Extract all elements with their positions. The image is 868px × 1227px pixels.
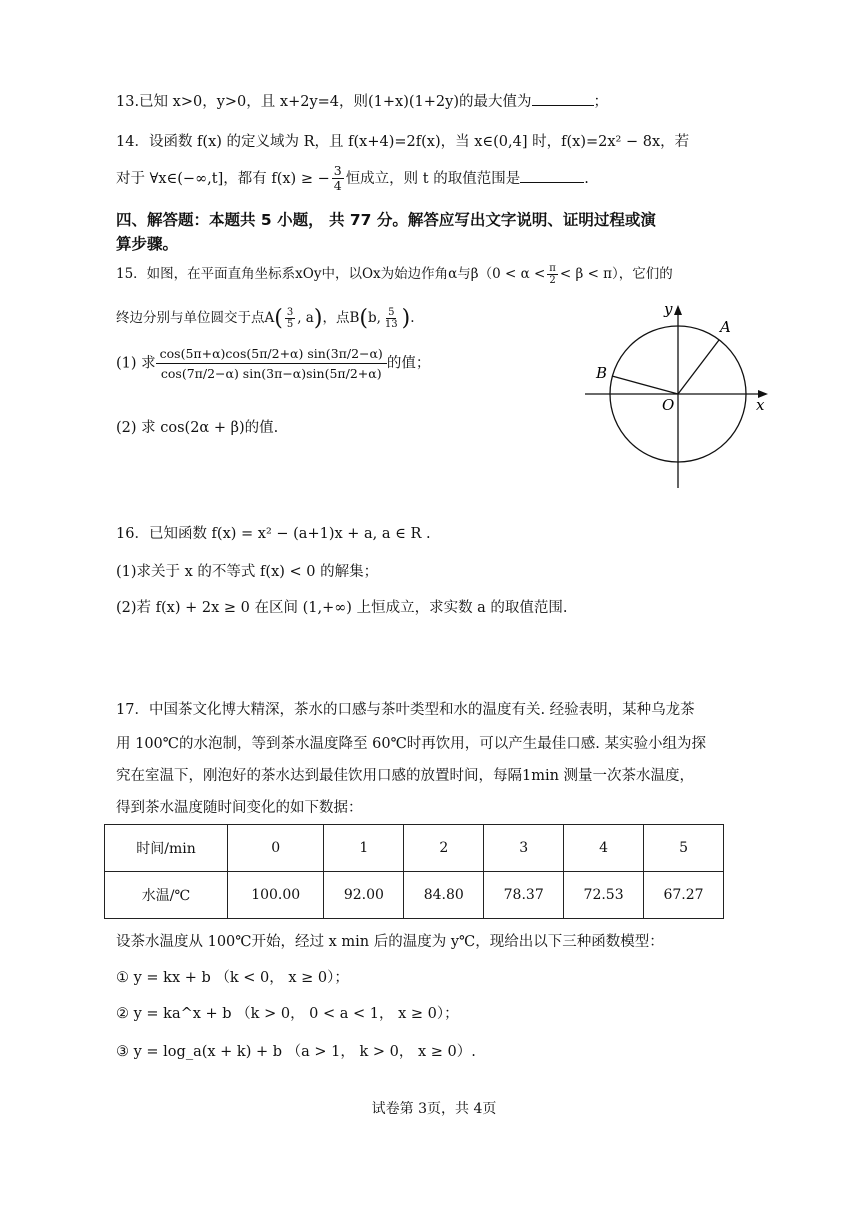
q15-line1-a: 15．如图，在平面直角坐标系xOy中，以Ox为始边作角α与β（0 < α < — [116, 266, 546, 282]
question-17-line2: 用 100℃的水泡制，等到茶水温度降至 60℃时再饮用，可以产生最佳口感. 某实验小组为探 — [116, 736, 707, 752]
q15-line2-tail: . — [410, 310, 415, 326]
q14-frac-num: 3 — [333, 163, 342, 178]
q14-line2-a: 对于 ∀x∈(−∞,t]，都有 f(x) ≥ − — [116, 170, 330, 187]
y-axis-arrow-icon — [674, 305, 682, 315]
q15-point-b-frac — [383, 307, 400, 331]
question-17-line3: 究在室温下，刚泡好的茶水达到最佳饮用口感的放置时间，每隔1min 测量一次茶水温度， — [116, 768, 695, 784]
q15-line1-b: < β < π），它们的 — [559, 266, 673, 282]
q15-b-num: 5 — [388, 306, 395, 318]
label-x: x — [756, 396, 765, 414]
q14-frac-den: 4 — [333, 178, 342, 194]
model-3: ③ y = log_a(x + k) + b （a > 1， k > 0， x ≥ 0）. — [116, 1044, 476, 1060]
table-cell: 5 — [644, 825, 724, 872]
question-14-line1: 14．设函数 f(x) 的定义域为 R，且 f(x+4)=2f(x)，当 x∈(0,4] 时，f(x)=2x² − 8x，若 — [116, 134, 690, 150]
unit-circle-figure — [580, 298, 780, 488]
label-y: y — [664, 300, 673, 318]
table-cell: 72.53 — [564, 872, 644, 919]
question-15-part1 — [116, 346, 430, 381]
question-15-line2: 终边分别与单位圆交于点A( $\frac{3}{5}$ , a)，点B(b, $\frac{5}{13}$ ). — [116, 306, 415, 331]
q15-part1-numerator: cos(5π+α)cos(5π/2+α) sin(3π/2−α) — [156, 346, 387, 364]
table-cell: 100.00 — [228, 872, 324, 919]
ray-ob — [612, 376, 678, 394]
model-1: ① y = kx + b （k < 0， x ≥ 0）； — [116, 970, 349, 986]
q14-line2-tail: . — [584, 170, 589, 187]
question-16-line1: 16．已知函数 f(x) = x² − (a+1)x + a, a ∈ R . — [116, 526, 431, 542]
q15-b-first: b, — [367, 310, 381, 326]
q15-a-num: 3 — [286, 306, 294, 318]
table-cell: 水温/℃ — [105, 872, 228, 919]
q13-answer-blank — [532, 93, 594, 106]
q14-fraction — [332, 164, 344, 194]
table-cell: 67.27 — [644, 872, 724, 919]
question-14-line2 — [116, 164, 589, 194]
question-15-part2: (2) 求 cos(2α + β)的值. — [116, 420, 279, 436]
table-cell: 78.37 — [484, 872, 564, 919]
q15-line2-b: ，点B — [322, 310, 360, 326]
q15-pi-half — [547, 263, 558, 287]
model-2: ② y = ka^x + b （k > 0， 0 < a < 1， x ≥ 0）； — [116, 1006, 459, 1022]
q14-answer-blank — [520, 170, 584, 183]
q15-a-den: 5 — [286, 319, 294, 330]
label-b: B — [596, 364, 608, 382]
table-header-row — [105, 825, 724, 872]
q13-text: 13.已知 x>0，y>0，且 x+2y=4，则(1+x)(1+2y)的最大值为 — [116, 94, 532, 110]
q15-part1-label: (1) 求 — [116, 355, 156, 372]
q14-line2-b: 恒成立，则 t 的取值范围是 — [345, 170, 521, 187]
question-17-line1: 17．中国茶文化博大精深，茶水的口感与茶叶类型和水的温度有关. 经验表明，某种乌龙茶 — [116, 702, 695, 718]
q15-part1-fraction — [156, 346, 387, 381]
question-17-after-table: 设茶水温度从 100℃开始，经过 x min 后的温度为 y℃，现给出以下三种函数模型： — [116, 934, 664, 950]
table-cell: 92.00 — [324, 872, 404, 919]
question-17-line4: 得到茶水温度随时间变化的如下数据： — [116, 800, 363, 816]
question-13 — [116, 90, 608, 111]
question-16-part1: (1)求关于 x 的不等式 f(x) < 0 的解集； — [116, 564, 379, 580]
q15-pi-num: π — [549, 262, 556, 274]
table-row — [105, 872, 724, 919]
q15-line2-a: 终边分别与单位圆交于点A — [116, 310, 275, 326]
q15-part1-denominator: cos(7π/2−α) sin(3π−α)sin(5π/2+α) — [160, 366, 382, 381]
label-o: O — [662, 396, 675, 414]
q15-pi-den: 2 — [549, 275, 556, 286]
table-cell: 1 — [324, 825, 404, 872]
q15-a-rest: , a — [297, 310, 314, 326]
section-4-heading-line2: 算步骤。 — [116, 235, 179, 253]
page-footer: 试卷第 3页，共 4页 — [371, 1101, 497, 1117]
q15-part1-tail: 的值； — [386, 355, 431, 372]
question-16-part2: (2)若 f(x) + 2x ≥ 0 在区间 (1,+∞) 上恒成立，求实数 a 的取值范围. — [116, 600, 568, 616]
question-15-line1 — [116, 262, 673, 287]
table-cell: 3 — [484, 825, 564, 872]
temperature-table — [104, 824, 724, 919]
q15-b-den: 13 — [384, 319, 398, 330]
label-a: A — [720, 318, 731, 336]
table-cell: 0 — [228, 825, 324, 872]
table-cell: 84.80 — [404, 872, 484, 919]
section-4-heading-line1: 四、解答题：本题共 5 小题， 共 77 分。解答应写出文字说明、证明过程或演 — [116, 211, 656, 229]
q13-tail: ； — [593, 94, 608, 110]
table-cell: 时间/min — [105, 825, 228, 872]
table-cell: 2 — [404, 825, 484, 872]
ray-oa — [678, 340, 719, 394]
q15-point-a-frac — [285, 307, 295, 331]
table-cell: 4 — [564, 825, 644, 872]
